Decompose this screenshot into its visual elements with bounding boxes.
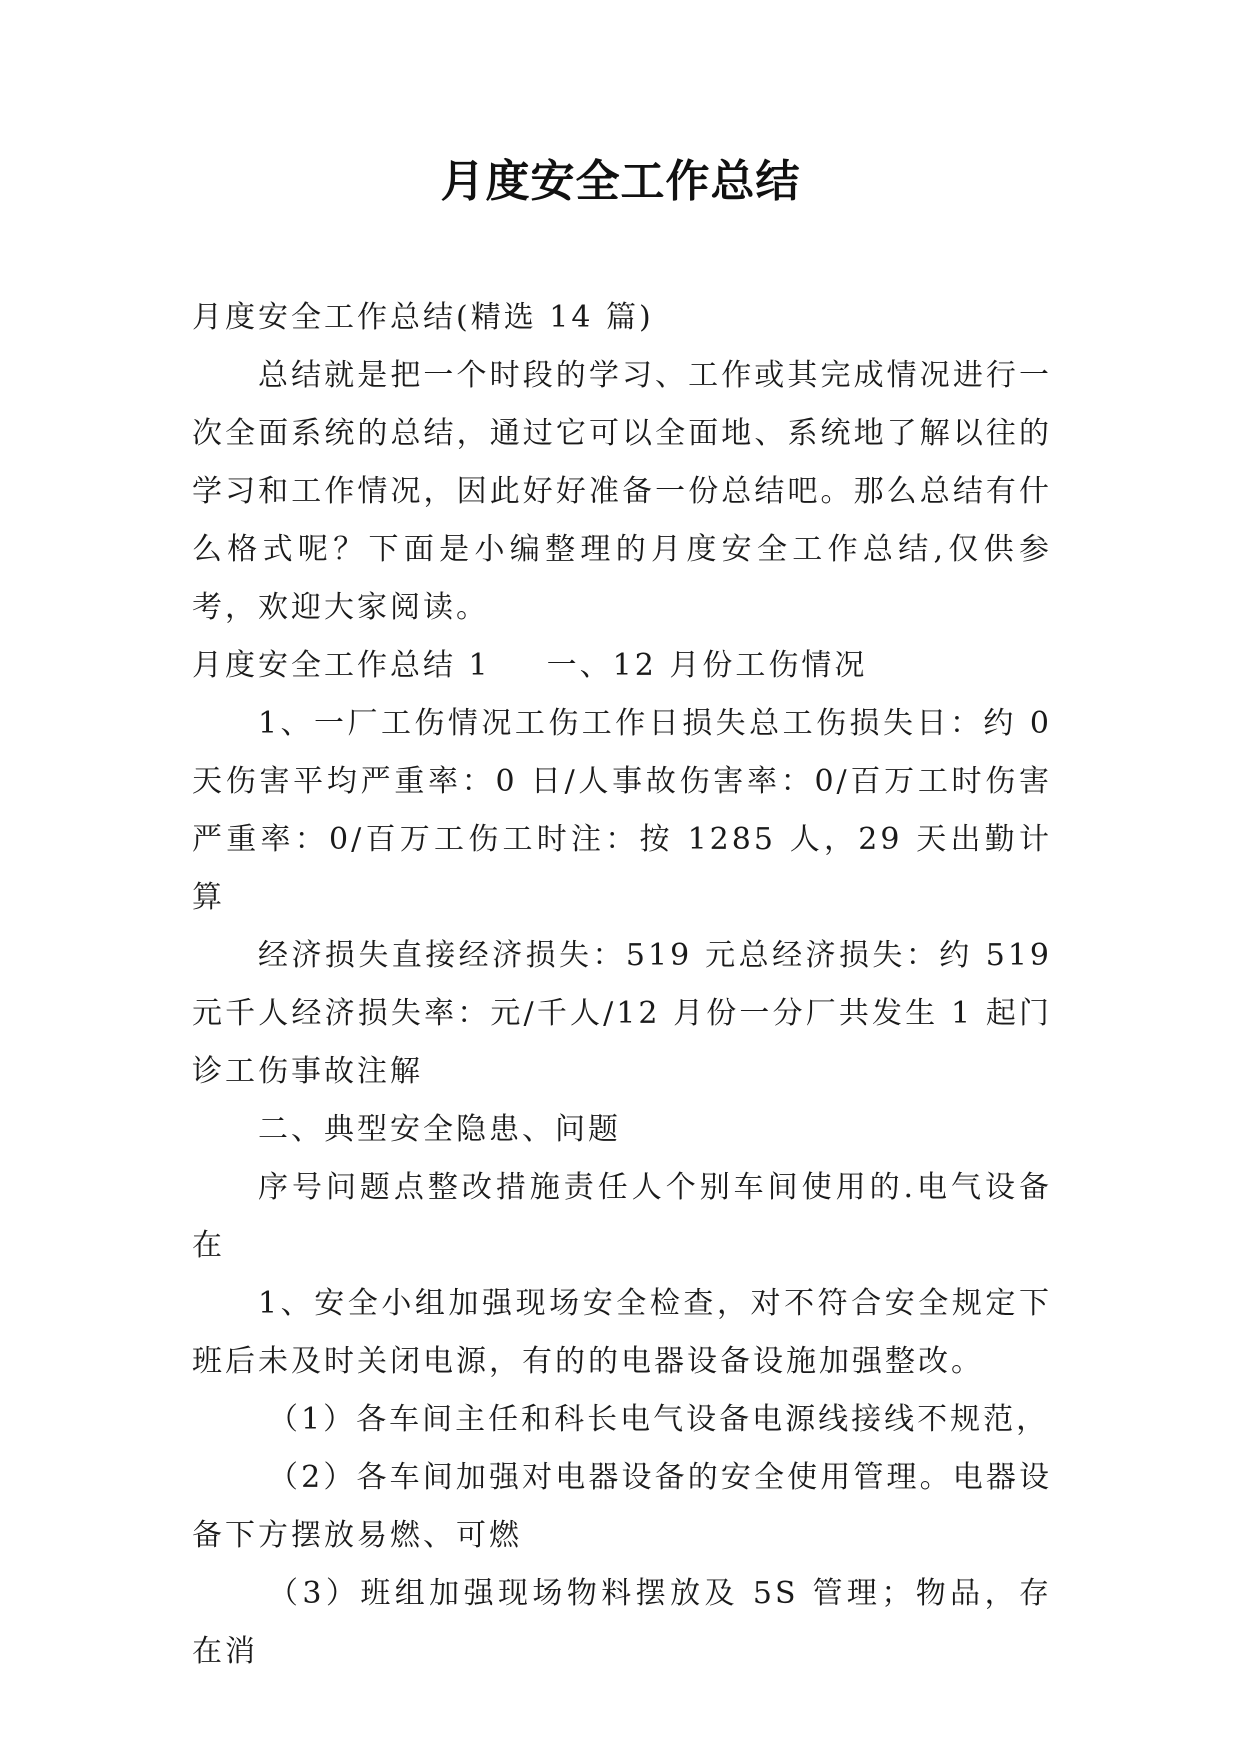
item-2-paragraph: 1、安全小组加强现场安全检查，对不符合安全规定下班后未及时关闭电源，有的的电器设备设施加强整改。 — [192, 1286, 1052, 1379]
item-1-paragraph: 1、一厂工伤情况工伤工作日损失总工伤损失日：约 0 天伤害平均严重率：0 日/人事故伤害率：0/百万工时伤害严重率：0/百万工伤工时注：按 1285 人，29 天出勤计算 — [192, 706, 1052, 915]
heading-2: 二、典型安全隐患、问题 — [258, 1112, 621, 1147]
section-1-heading: 一、12 月份工伤情况 — [546, 648, 868, 683]
intro-paragraph: 总结就是把一个时段的学习、工作或其完成情况进行一次全面系统的总结，通过它可以全面地、系统地了解以往的学习和工作情况，因此好好准备一份总结吧。那么总结有什么格式呢？下面是小编整理的月度安全工作总结,仅供参考，欢迎大家阅读。 — [192, 358, 1052, 625]
document-title: 月度安全工作总结 — [440, 156, 801, 207]
sub-item-2: （2）各车间加强对电器设备的安全使用管理。电器设备下方摆放易燃、可燃 — [192, 1460, 1052, 1553]
problem-paragraph: 序号问题点整改措施责任人个别车间使用的.电气设备在 — [192, 1170, 1052, 1263]
document-subtitle: 月度安全工作总结(精选 14 篇) — [192, 300, 654, 335]
economic-loss-paragraph: 经济损失直接经济损失：519 元总经济损失：约 519 元千人经济损失率：元/千人/12 月份一分厂共发生 1 起门诊工伤事故注解 — [192, 938, 1052, 1089]
sub-item-1: （1）各车间主任和科长电气设备电源线接线不规范， — [268, 1402, 1050, 1437]
section-1-title: 月度安全工作总结 1 — [192, 648, 491, 683]
sub-item-3: （3）班组加强现场物料摆放及 5S 管理；物品，存在消 — [192, 1576, 1052, 1669]
section-1-line — [192, 637, 1052, 695]
document-body — [192, 289, 1052, 1681]
